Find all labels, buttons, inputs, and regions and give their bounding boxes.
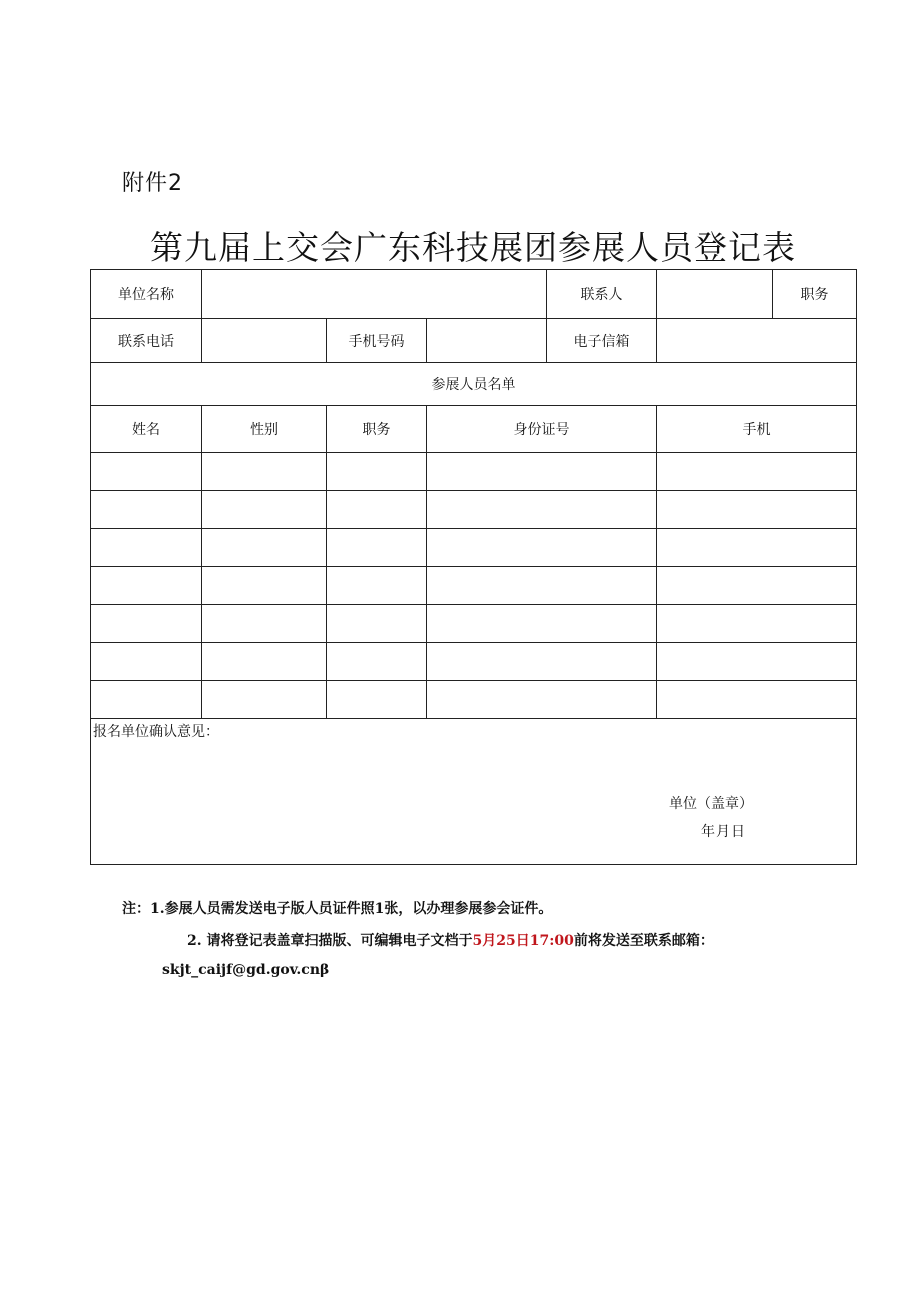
cell[interactable]	[657, 643, 857, 681]
col-gender: 性别	[202, 406, 327, 453]
cell[interactable]	[202, 453, 327, 491]
col-mobile: 手机	[657, 406, 857, 453]
cell[interactable]	[202, 643, 327, 681]
cell[interactable]	[657, 529, 857, 567]
cell[interactable]	[327, 529, 427, 567]
attachment-label: 附件2	[122, 171, 183, 196]
cell[interactable]	[657, 491, 857, 529]
cell[interactable]	[427, 567, 657, 605]
seal-label: 单位（盖章）	[669, 796, 753, 812]
cell[interactable]	[327, 643, 427, 681]
cell[interactable]	[91, 453, 202, 491]
contact-label: 联系人	[547, 270, 657, 319]
col-id-number: 身份证号	[427, 406, 657, 453]
cell[interactable]	[202, 567, 327, 605]
registration-form	[90, 269, 857, 865]
opinion-box[interactable]	[91, 719, 857, 865]
mobile-field[interactable]	[427, 319, 547, 363]
table-row	[91, 453, 857, 491]
cell[interactable]	[427, 605, 657, 643]
cell[interactable]	[427, 643, 657, 681]
table-row	[91, 605, 857, 643]
col-name: 姓名	[91, 406, 202, 453]
table-row	[91, 529, 857, 567]
cell[interactable]	[657, 453, 857, 491]
contact-field[interactable]	[657, 270, 773, 319]
email-label: 电子信箱	[547, 319, 657, 363]
opinion-label: 报名单位确认意见：	[93, 724, 219, 740]
cell[interactable]	[91, 529, 202, 567]
cell[interactable]	[327, 605, 427, 643]
cell[interactable]	[91, 681, 202, 719]
page-title: 第九届上交会广东科技展团参展人员登记表	[150, 228, 796, 267]
cell[interactable]	[427, 529, 657, 567]
cell[interactable]	[91, 567, 202, 605]
note-2-prefix: 2. 请将登记表盖章扫描版、可编辑电子文档于	[187, 933, 473, 949]
cell[interactable]	[91, 605, 202, 643]
cell[interactable]	[427, 453, 657, 491]
note-2-suffix: 前将发送至联系邮箱：	[573, 933, 714, 949]
table-row	[91, 681, 857, 719]
note-2	[187, 930, 714, 950]
cell[interactable]	[327, 453, 427, 491]
table-row	[91, 491, 857, 529]
cell[interactable]	[657, 681, 857, 719]
phone-label: 联系电话	[91, 319, 202, 363]
cell[interactable]	[427, 491, 657, 529]
cell[interactable]	[202, 605, 327, 643]
cell[interactable]	[202, 681, 327, 719]
cell[interactable]	[657, 567, 857, 605]
email-field[interactable]	[657, 319, 857, 363]
unit-name-label: 单位名称	[91, 270, 202, 319]
cell[interactable]	[91, 491, 202, 529]
unit-name-field[interactable]	[202, 270, 547, 319]
cell[interactable]	[327, 681, 427, 719]
contact-email: skjt_caijf@gd.gov.cnβ	[162, 962, 330, 978]
cell[interactable]	[327, 567, 427, 605]
list-title: 参展人员名单	[91, 363, 857, 406]
cell[interactable]	[202, 529, 327, 567]
cell[interactable]	[91, 643, 202, 681]
note-1: 注：1.参展人员需发送电子版人员证件照1张，以办理参展参会证件。	[122, 901, 553, 917]
table-row	[91, 567, 857, 605]
col-position: 职务	[327, 406, 427, 453]
position-label: 职务	[773, 270, 857, 319]
mobile-label: 手机号码	[327, 319, 427, 363]
deadline: 5月25日17:00	[472, 933, 574, 949]
cell[interactable]	[427, 681, 657, 719]
table-row	[91, 643, 857, 681]
phone-field[interactable]	[202, 319, 327, 363]
cell[interactable]	[657, 605, 857, 643]
cell[interactable]	[202, 491, 327, 529]
date-label: 年月日	[701, 824, 746, 840]
cell[interactable]	[327, 491, 427, 529]
